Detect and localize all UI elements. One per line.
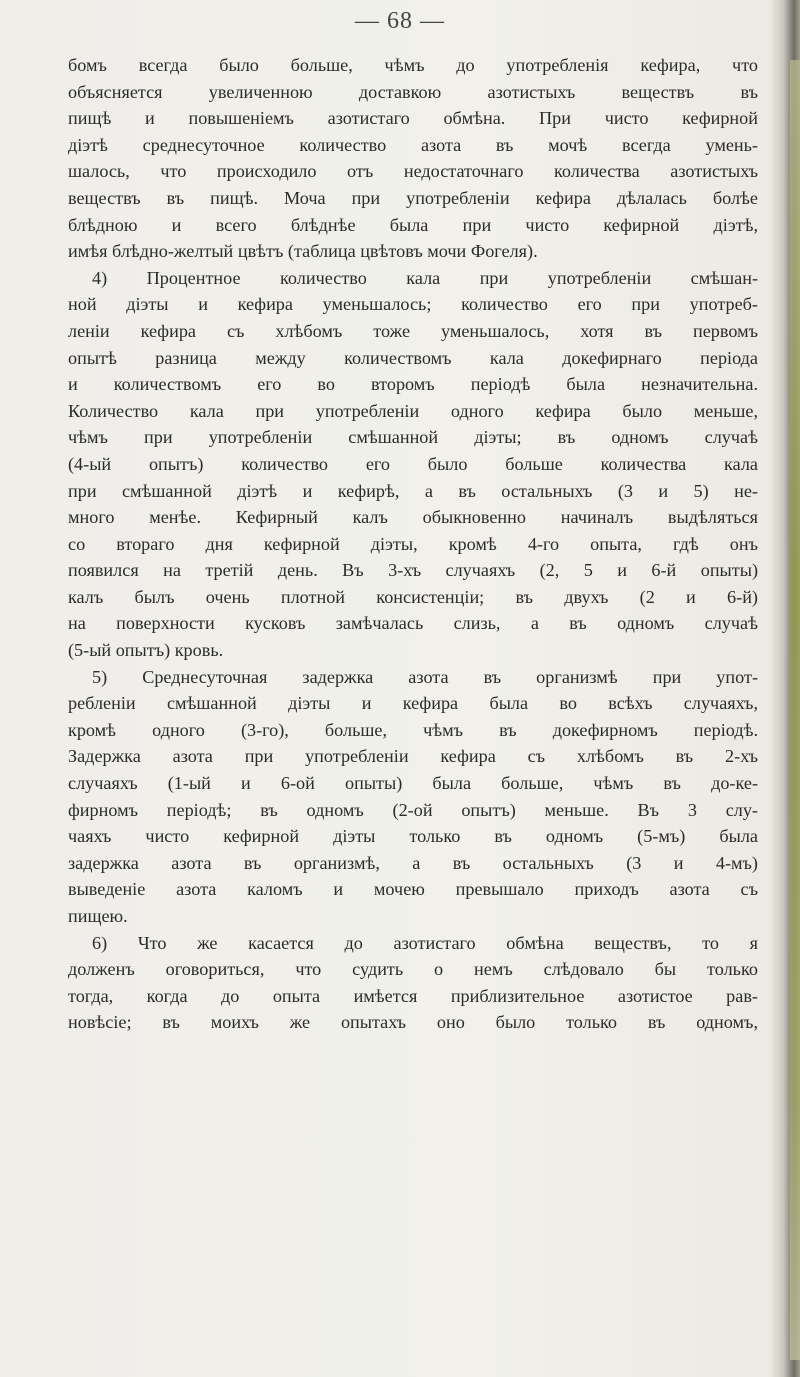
text-line: выведеніе азота каломъ и мочею превышало приходъ азота съ: [68, 879, 758, 900]
text-line: много менѣе. Кефирный калъ обыкновенно начиналъ выдѣляться: [68, 507, 758, 528]
text-line: Количество кала при употребленіи одного кефира было меньше,: [68, 400, 758, 421]
text-line: кромѣ одного (3-го), больше, чѣмъ въ докефирномъ періодѣ.: [68, 719, 758, 740]
text-line: фирномъ періодѣ; въ одномъ (2-ой опытъ) меньше. Въ 3 слу-: [68, 799, 758, 820]
text-line: ребленіи смѣшанной діэты и кефира была во всѣхъ случаяхъ,: [68, 693, 758, 714]
text-line: и количествомъ его во второмъ періодѣ была незначительна.: [68, 374, 758, 395]
text-line: объясняется увеличенною доставкою азотистыхъ веществъ въ: [68, 81, 758, 102]
text-line: чаяхъ чисто кефирной діэты только въ одномъ (5-мъ) была: [68, 826, 758, 847]
page-edge: [790, 60, 800, 1360]
text-line: случаяхъ (1-ый и 6-ой опыты) была больше, чѣмъ въ до-ке-: [68, 773, 758, 794]
text-line: (5-ый опытъ) кровь.: [68, 640, 224, 661]
text-line: Задержка азота при употребленіи кефира съ хлѣбомъ въ 2-хъ: [68, 746, 758, 767]
text-line: при смѣшанной діэтѣ и кефирѣ, а въ остальныхъ (3 и 5) не-: [68, 480, 758, 501]
paragraph-4-start: 4) Процентное количество кала при употребленіи смѣшан-: [92, 267, 758, 288]
text-line: тогда, когда до опыта имѣется приблизительное азотистое рав-: [68, 985, 758, 1006]
text-line: пищею.: [68, 906, 128, 926]
text-line: ной діэты и кефира уменьшалось; количество его при употреб-: [68, 294, 758, 315]
text-line: (4-ый опытъ) количество его было больше количества кала: [68, 453, 758, 474]
text-line: бомъ всегда было больше, чѣмъ до употребленія кефира, что: [68, 55, 758, 75]
text-line: на поверхности кусковъ замѣчалась слизь, а въ одномъ случаѣ: [68, 613, 758, 634]
text-line: пищѣ и повышеніемъ азотистаго обмѣна. При чисто кефирной: [68, 108, 758, 129]
text-line: задержка азота въ организмѣ, а въ остальныхъ (3 и 4-мъ): [68, 852, 758, 873]
text-line: калъ былъ очень плотной консистенціи; въ двухъ (2 и 6-й): [68, 586, 758, 607]
text-line: со втораго дня кефирной діэты, кромѣ 4-го опыта, гдѣ онъ: [68, 533, 758, 554]
paragraph-5-start: 5) Среднесуточная задержка азота въ организмѣ при упот-: [92, 666, 758, 687]
page-number: — 68 —: [355, 8, 445, 34]
text-line: шалось, что происходило отъ недостаточнаго количества азотистыхъ: [68, 161, 758, 182]
text-line: веществъ въ пищѣ. Моча при употребленіи кефира дѣлалась болѣе: [68, 187, 758, 208]
text-line: появился на третій день. Въ 3-хъ случаяхъ (2, 5 и 6-й опыты): [68, 560, 758, 581]
text-line: опытѣ разница между количествомъ кала докефирнаго періода: [68, 347, 758, 368]
text-line: леніи кефира съ хлѣбомъ тоже уменьшалось, хотя въ первомъ: [68, 320, 758, 341]
text-line: блѣдною и всего блѣднѣе была при чисто кефирной діэтѣ,: [68, 214, 758, 235]
text-line: долженъ оговориться, что судить о немъ слѣдовало бы только: [68, 959, 758, 980]
text-line: чѣмъ при употребленіи смѣшанной діэты; въ одномъ случаѣ: [68, 427, 758, 448]
text-line: діэтѣ среднесуточное количество азота въ мочѣ всегда умень-: [68, 134, 758, 155]
body-text: [68, 52, 758, 1036]
paragraph-6-start: 6) Что же касается до азотистаго обмѣна веществъ, то я: [92, 932, 758, 953]
text-line: имѣя блѣдно-желтый цвѣтъ (таблица цвѣтовъ мочи Фогеля).: [68, 241, 538, 262]
text-line: новѣсіе; въ моихъ же опытахъ оно было только въ одномъ,: [68, 1012, 758, 1033]
